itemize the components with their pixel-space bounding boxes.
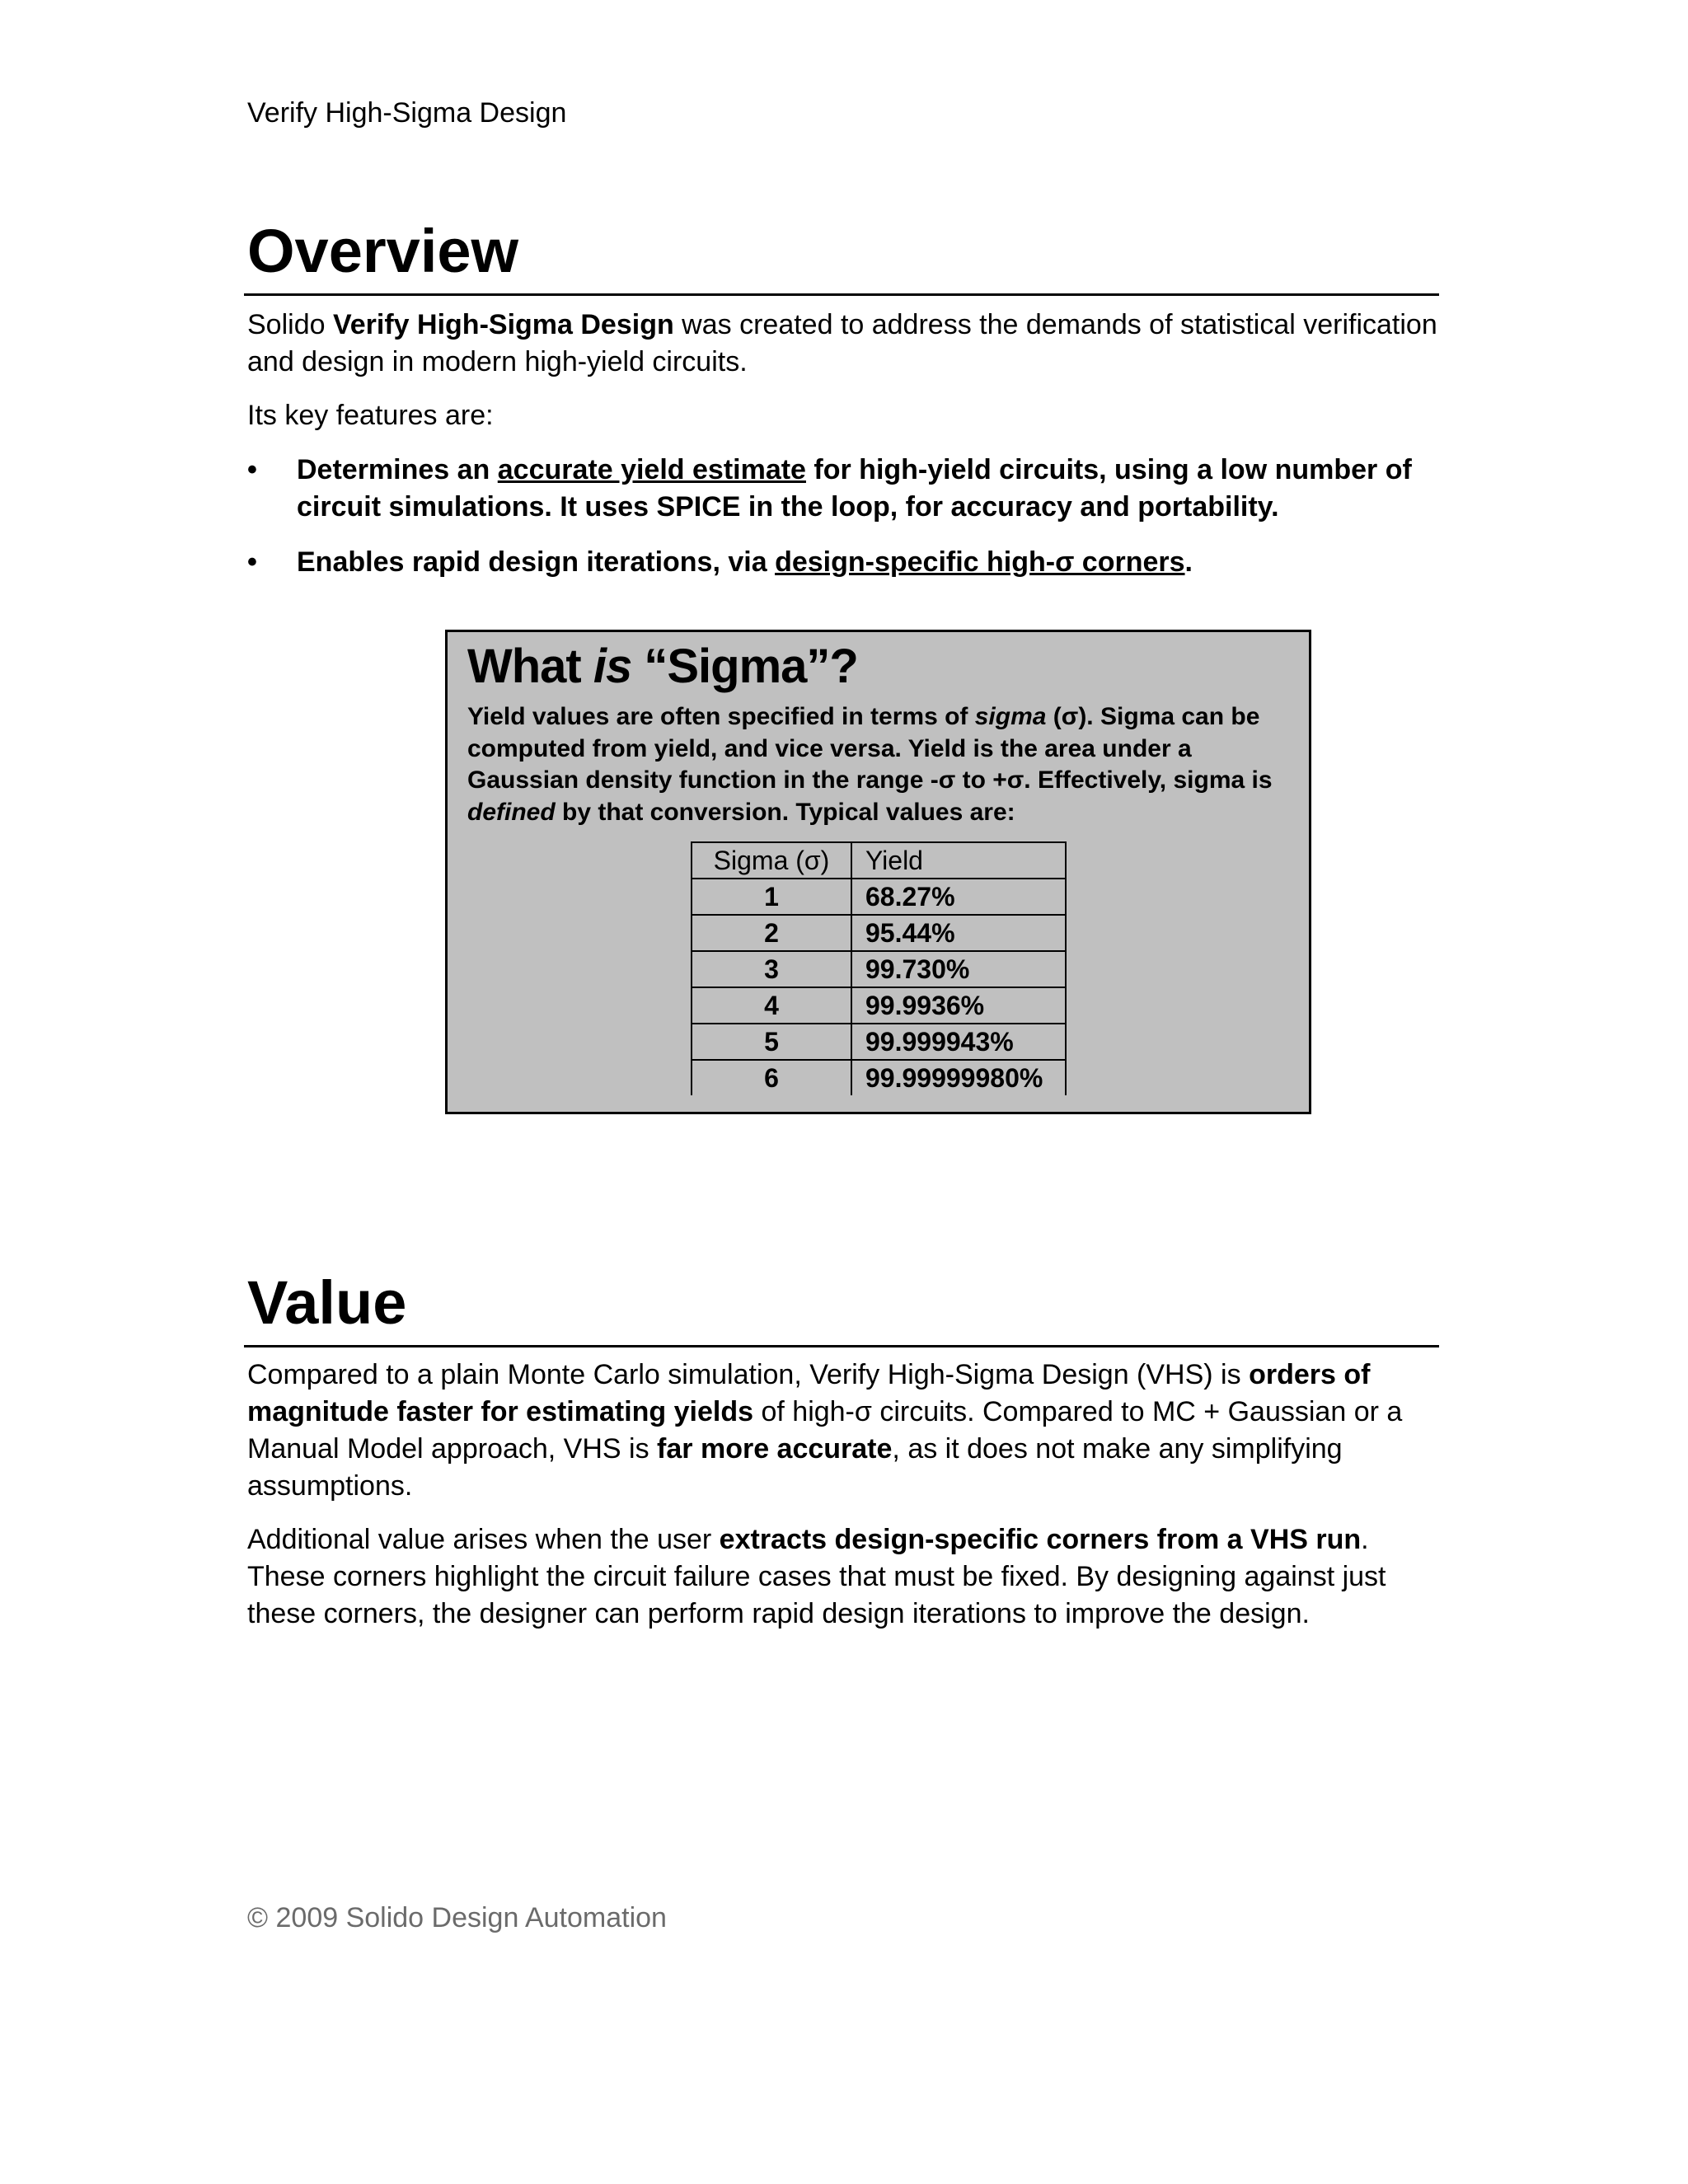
value-p2-text-a: Additional value arises when the user [247,1524,720,1555]
value-p2-text-c: . These corners highlight the circuit failure cases that must be fixed. By designing against just these corners, the designer can perform rapid design iterations to improve the design. [247,1524,1386,1629]
intro-text-2: was created to address the demands of statistical verification and design in modern high-yield circuits. [247,309,1437,377]
value-p2-bold: extracts design-specific corners from a VHS run [719,1524,1362,1555]
value-p1-text-d: , as it does not make any simplifying assumptions. [247,1433,1343,1502]
what-is-sigma-callout [445,630,1311,1114]
column-header-sigma: Sigma (σ) [692,842,851,879]
bullet-icon: • [247,546,257,578]
value-rule [244,1345,1439,1347]
sigma-cell: 4 [692,987,851,1024]
intro-product-name: Verify High-Sigma Design [332,309,674,340]
callout-text [467,701,1292,828]
table-row [692,1024,1066,1060]
bullet-icon: • [247,454,257,485]
callout-title-a: What [467,640,593,693]
callout-text-defined: defined [467,798,556,826]
running-header: Verify High-Sigma Design [247,97,567,129]
yield-cell: 99.99999980% [851,1060,1066,1095]
callout-title-b: “Sigma”? [631,640,858,693]
yield-cell: 68.27% [851,879,1066,915]
feature-item [247,452,1439,526]
callout-text-1: Yield values are often specified in terms of [467,703,975,730]
value-p1-text-c: of high-σ circuits. Compared to MC + Gaussian or a Manual Model approach, VHS is [247,1396,1403,1465]
yield-cell: 95.44% [851,915,1066,951]
high-sigma-corners-link[interactable]: design-specific high-σ corners [775,546,1185,578]
intro-text-1: Solido [247,309,333,340]
table-row [692,951,1066,987]
yield-cell: 99.9936% [851,987,1066,1024]
value-p1-text-a: Compared to a plain Monte Carlo simulation, Verify High-Sigma Design (VHS) is [247,1359,1250,1390]
features-label: Its key features are: [247,400,494,431]
value-heading: Value [247,1268,407,1337]
accurate-yield-estimate-link[interactable]: accurate yield estimate [497,454,806,485]
table-row [692,1060,1066,1095]
sigma-cell: 5 [692,1024,851,1060]
feature-list [247,452,1439,599]
sigma-cell: 3 [692,951,851,987]
table-row [692,987,1066,1024]
sigma-cell: 6 [692,1060,851,1095]
feature-item [247,544,1439,581]
copyright-footer: © 2009 Solido Design Automation [247,1902,667,1933]
callout-text-2: (σ). Sigma can be computed from yield, and vice versa. Yield is the area under a Gaussian density function in the range -σ to +σ. Effectively, sigma is [467,703,1273,794]
value-p1-bold-2: far more accurate [657,1433,893,1465]
overview-rule [244,293,1439,296]
callout-title-italic: is [593,640,632,693]
yield-cell: 99.999943% [851,1024,1066,1060]
value-p1-bold-1: orders of magnitude faster for estimating yields [247,1359,1371,1427]
sigma-cell: 1 [692,879,851,915]
table-row [692,879,1066,915]
callout-text-sigma: sigma [974,703,1047,730]
table-header-row [692,842,1066,879]
sigma-yield-table [691,841,1067,1095]
sigma-cell: 2 [692,915,851,951]
feature-2-text-a: Enables rapid design iterations, via [297,546,776,578]
overview-heading: Overview [247,217,519,285]
callout-title [467,639,858,694]
value-paragraph-2 [247,1521,1439,1633]
value-paragraph-1 [247,1357,1439,1505]
feature-2-text-b: . [1184,546,1193,578]
yield-cell: 99.730% [851,951,1066,987]
callout-text-3: by that conversion. Typical values are: [555,798,1015,826]
table-row [692,915,1066,951]
overview-intro [247,307,1439,381]
column-header-yield: Yield [851,842,1066,879]
feature-1-text-a: Determines an [297,454,498,485]
feature-1-text-b: for high-yield circuits, using a low number of circuit simulations. It uses SPICE in the loop, for accuracy and portability. [297,454,1412,523]
